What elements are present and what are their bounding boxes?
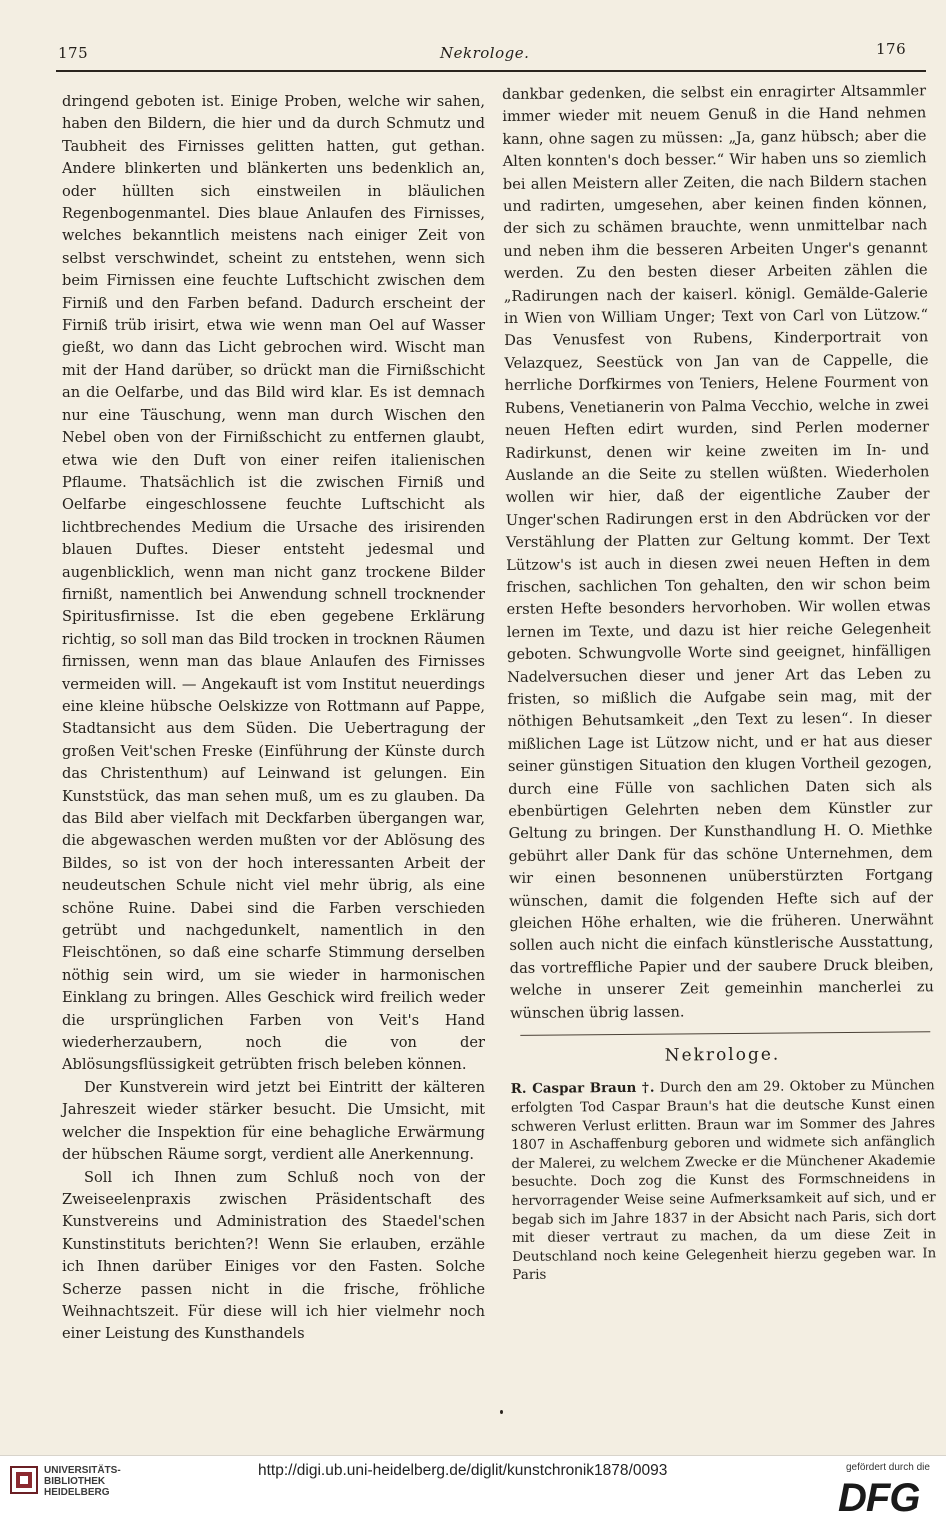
left-paragraph-1: dringend geboten ist. Einige Proben, welche wir sahen, haben den Bildern, die hier und da durch Schmutz und Taubheit des Firnisses gelitten hatten, gut gethan. Andere blinkerten und blänkerten uns bedenklich an, oder hüllten sich einstweilen in bläulichen Regenbogenmantel. Dies blaue Anlaufen des Firnisses, welches bekanntlich meistens nach einiger Zeit von selbst verschwindet, scheint zu entstehen, wenn sich beim Firnissen eine feuchte Luftschicht zwischen dem Firniß und den Farben befand. Dadurch erscheint der Firniß trüb irisirt, etwa wie wenn man Oel auf Wasser gießt, wo dann das Licht gebrochen wird. Wischt man mit der Hand darüber, so drückt man die Firnißschicht an die Oelfarbe, und das Bild wird klar. Es ist demnach nur eine Täuschung, wenn man durch Wischen den Nebel oben von der Firnißschicht zu entfernen glaubt, etwa wie den Duft von einer reifen italienischen Pflaume. Thatsächlich ist die zwischen Firniß und Oelfarbe eingeschlossene feuchte Luftschicht als lichtbrechendes Medium die Ursache des irisirenden blauen Duftes. Dieser entsteht jedesmal und augenblicklich, wenn man nicht ganz trockene Bilder firnißt, namentlich bei Anwendung schnell trocknender Spiritusfirnisse. Ist die eben gegebene Erklärung richtig, so soll man das Bild trocken in trocknen Räumen firnissen, wenn man das blaue Anlaufen des Firnisses vermeiden will. — Angekauft ist vom Institut neuerdings eine kleine hübsche Oelskizze von Rottmann auf Pappe, Stadtansicht aus dem Süden. Die Uebertragung der großen Veit'schen Freske (Einführung der Künste durch das Christenthum) auf Leinwand ist gelungen. Ein Kunststück, das man sehen muß, um es zu glauben. Da das Bild aber vielfach mit Deckfarben übergangen war, die abgewaschen werden mußten vor der Ablösung des Bildes, so ist von der hoch interessanten Arbeit der neudeutschen Schule nicht viel mehr übrig, als eine schöne Ruine. Dabei sind die Farben verschieden getrübt und nachgedunkelt, namentlich in den Fleischtönen, so daß eine scharfe Stimmung derselben nöthig sein wird, um sie wieder in harmonischen Einklang zu bringen. Alles Geschick wird freilich weder die ursprünglichen Farben von Veit's Hand wiederherzaubern, noch die von der Ablösungsflüssigkeit getrübten frisch beleben können. (62, 93, 485, 1074)
dfg-logo: DFG (838, 1476, 920, 1520)
header-rule (56, 70, 926, 72)
left-column (62, 91, 485, 1346)
page-number-left: 175 (58, 44, 89, 62)
footer-bar (0, 1455, 946, 1529)
university-seal-icon (10, 1466, 38, 1494)
obituary-entry (511, 1077, 937, 1286)
right-column (502, 80, 936, 1286)
funding-note: gefördert durch die (846, 1462, 930, 1473)
print-mark (500, 1410, 503, 1414)
section-title: Nekrologe. (664, 1044, 781, 1066)
page-number-right: 176 (876, 40, 907, 58)
library-name: UNIVERSITÄTS- BIBLIOTHEK HEIDELBERG (44, 1465, 121, 1498)
right-paragraph-1: dankbar gedenken, die selbst ein enragirter Altsammler immer wieder mit neuem Genuß in die Hand nehmen kann, ohne sagen zu müssen: „Ja, ganz hübsch; aber die Alten konnten's doch besser.“ Wir haben uns so ziemlich bei allen Meistern aller Zeiten, die nach Bildern stachen und radirten, umgesehen, aber keinen finden können, der sich zu schämen brauchte, wenn unmittelbar nach und neben ihm die besseren Arbeiten Unger's genannt werden. Zu den besten dieser Arbeiten zählen die „Radirungen nach der kaiserl. königl. Gemälde-Galerie in Wien von William Unger; Text von Carl von Lützow.“ Das Venusfest von Rubens, Kinderportrait von Velazquez, Seestück von Jan van de Cappelle, die herrliche Dorfkirmes von Teniers, Helene Fourment von Rubens, Venetianerin von Palma Vecchio, welche in zwei neuen Heften edirt wurden, sind Perlen moderner Radirkunst, denen wir keine zweiten im In- und Auslande an die Seite zu stellen wüßten. Wiederholen wollen wir hier, daß der eigentliche Zauber der Unger'schen Radirungen erst in den Abdrücken vor der Verstählung der Platten zur Geltung kommt. Der Text Lützow's ist auch in diesen zwei neuen Heften in dem frischen, sachlichen Ton gehalten, den wir schon beim ersten Hefte besonders hervorhoben. Wir wollen etwas lernen im Texte, und dazu ist hier reiche Gelegenheit geboten. Schwungvolle Worte sind geeignet, hinfälligen Nadelversuchen dieser und jener Art das Leben zu fristen, so mißlich die Aufgabe sein mag, mit der nöthigen Behutsamkeit „den Text zu lesen“. In dieser mißlichen Lage ist Lützow nicht, und er hat aus dieser seiner günstigen Situation den klugen Vortheil gezogen, durch eine Fülle von sachlichen Daten sich als ebenbürtigen Gelehrten neben dem Künstler zur Geltung zu bringen. Der Kunsthandlung H. O. Miethke gebührt aller Dank für das schöne Unternehmen, dem wir einen besonnenen unüberstürzten Fortgang wünschen, damit die folgenden Hefte sich auf der gleichen Höhe erhalten, wie die früheren. Unerwähnt sollen auch nicht die einfach künstlerische Ausstattung, das vortreffliche Papier und der saubere Druck bleiben, welche in unserer Zeit gemeinhin mancherlei zu wünschen übrig lassen. (502, 82, 934, 1022)
obituary-lead: R. Caspar Braun †. (510, 1080, 655, 1098)
left-paragraph-2: Der Kunstverein wird jetzt bei Eintritt der kälteren Jahreszeit wieder stärker besucht. Die Umsicht, mit welcher die Inspektion für eine behagliche Erwärmung der hübschen Räume sorgt, verdient alle Anerkennung. (62, 1078, 485, 1164)
permalink-url[interactable]: http://digi.ub.uni-heidelberg.de/diglit/kunstchronik1878/0093 (258, 1462, 668, 1479)
left-paragraph-3: Soll ich Ihnen zum Schluß noch von der Zweiseelenpraxis zwischen Präsidentschaft des Kunstvereins und Administration des Staedel'schen Kunstinstituts berichten?! Wenn Sie erlauben, erzähle ich Ihnen darüber Einiges vor den Fasten. Solche Scherze passen nicht in die frische, fröhliche Weihnachtszeit. Für diese will ich hier vielmehr noch einer Leistung des Kunsthandels (62, 1168, 485, 1343)
running-title: Nekrologe. (440, 44, 530, 62)
section-divider (520, 1031, 930, 1036)
obituary-text: Durch den am 29. Oktober zu München erfolgten Tod Caspar Braun's hat die deutsche Kunst einen schweren Verlust erlitten. Braun war im Sommer des Jahres 1807 in Aschaffenburg geboren und widmete sich anfänglich der Malerei, zu welchem Zwecke er die Münchener Akademie besuchte. Doch zog die Kunst des Formschneidens in hervorragender Weise seine Aufmerksamkeit auf sich, und er begab sich im Jahre 1837 in der Absicht nach Paris, sich dort mit dieser vertraut zu machen, da um diese Zeit in Deutschland noch keine Gelegenheit hierzu gegeben war. In Paris (510, 1078, 937, 1284)
